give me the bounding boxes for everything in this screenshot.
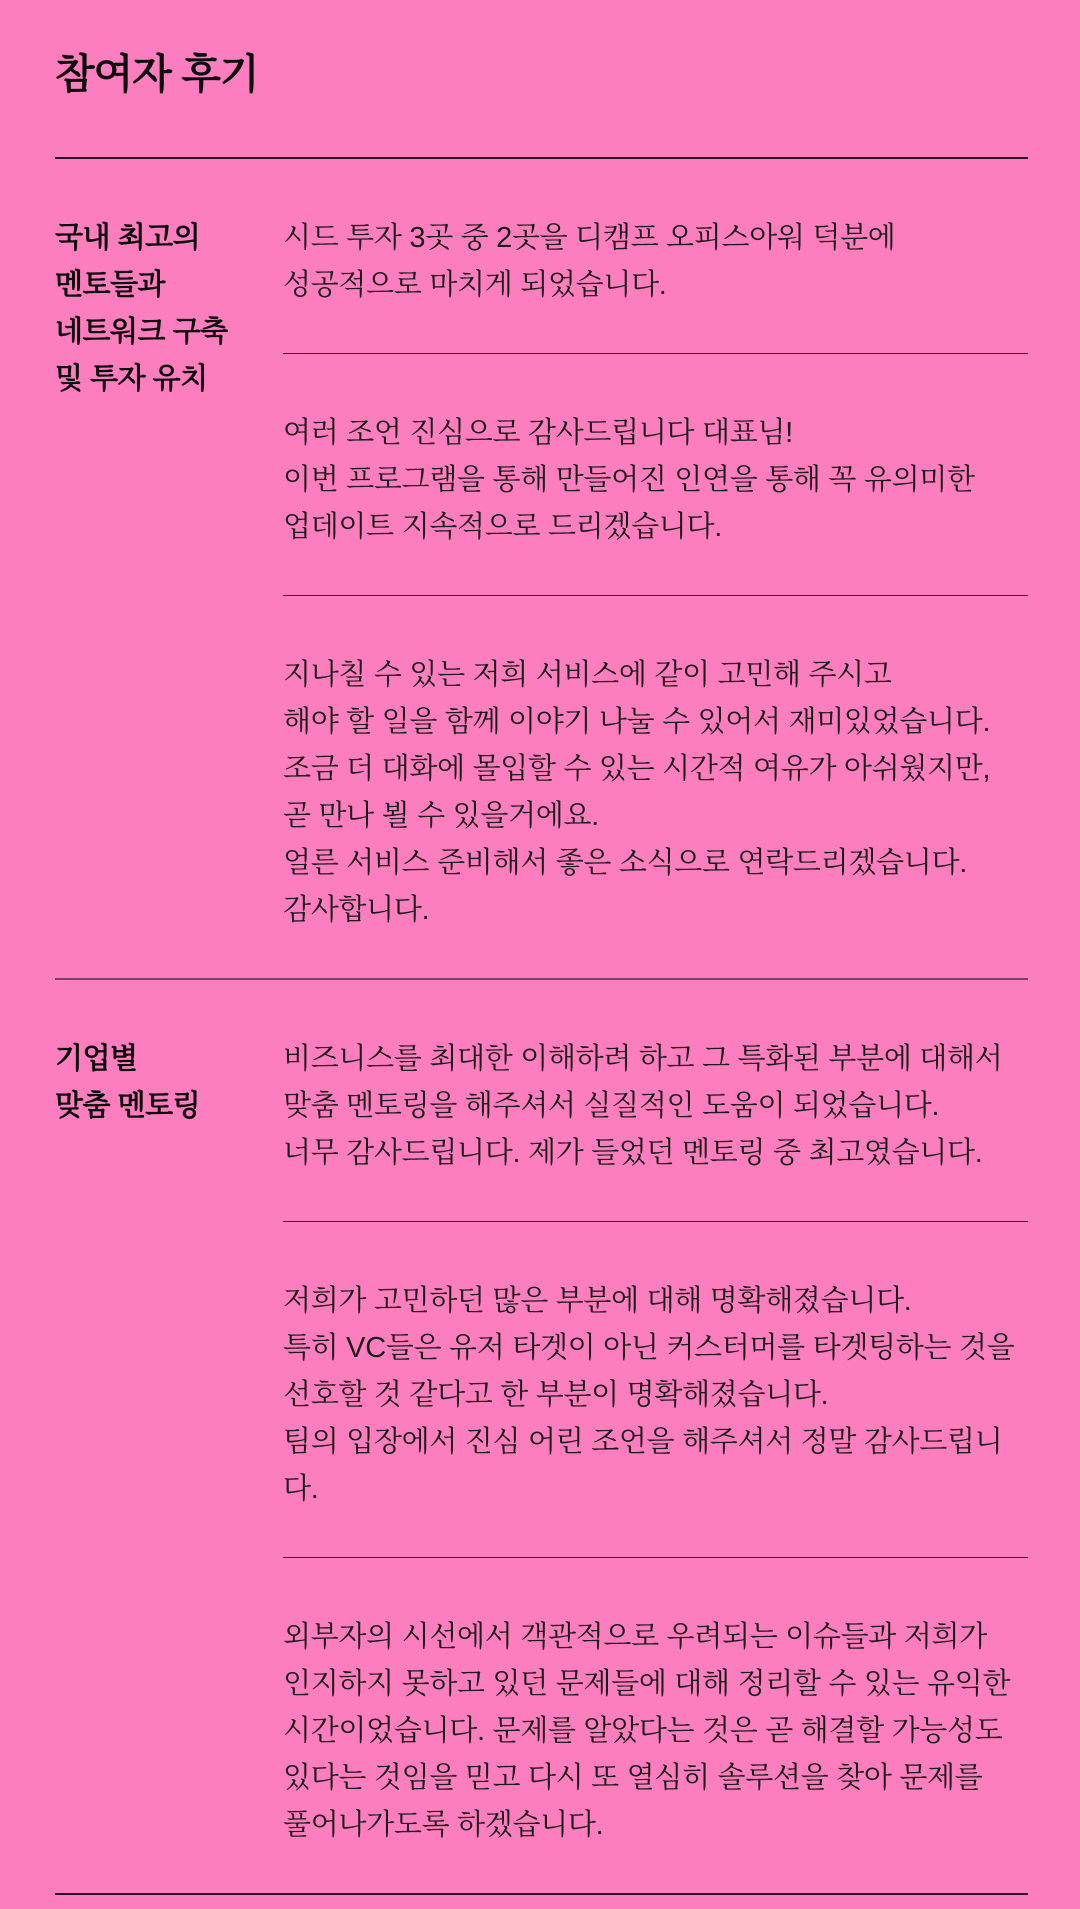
testimonial-line: 외부자의 시선에서 객관적으로 우려되는 이슈들과 저희가 xyxy=(283,1621,987,1653)
testimonial-line: 팀의 입장에서 진심 어린 조언을 해주셔서 정말 감사드립니다. xyxy=(283,1426,1003,1505)
testimonial-line: 얼른 서비스 준비해서 좋은 소식으로 연락드리겠습니다. xyxy=(283,847,967,879)
testimonial-quote xyxy=(283,410,1028,551)
testimonial-line: 조금 더 대화에 몰입할 수 있는 시간적 여유가 아쉬웠지만, xyxy=(283,753,991,785)
testimonial-line: 너무 감사드립니다. 제가 들었던 멘토링 중 최고였습니다. xyxy=(283,1137,983,1169)
testimonial-line: 해야 할 일을 함께 이야기 나눌 수 있어서 재미있었습니다. xyxy=(283,706,991,738)
testimonial-line: 저희가 고민하던 많은 부분에 대해 명확해졌습니다. xyxy=(283,1285,912,1317)
testimonial-line: 곧 만나 뵐 수 있을거에요. xyxy=(283,800,599,832)
section-content xyxy=(283,215,1028,934)
page-title: 참여자 후기 xyxy=(55,51,259,97)
section-label-line: 국내 최고의 xyxy=(55,222,201,254)
review-section xyxy=(55,159,1028,934)
section-label-line: 기업별 xyxy=(55,1043,138,1075)
testimonial-line: 감사합니다. xyxy=(283,894,430,926)
bottom-divider xyxy=(55,1893,1028,1895)
testimonial-quote xyxy=(283,1036,1028,1177)
section-label-line: 및 투자 유치 xyxy=(55,363,208,395)
testimonial-line: 여러 조언 진심으로 감사드립니다 대표님! xyxy=(283,417,793,449)
review-section xyxy=(55,980,1028,1849)
section-label-line: 멘토들과 xyxy=(55,269,166,301)
testimonial-line: 이번 프로그램을 통해 만들어진 인연을 통해 꼭 유의미한 xyxy=(283,464,975,496)
testimonial-line: 인지하지 못하고 있던 문제들에 대해 정리할 수 있는 유익한 xyxy=(283,1668,1011,1700)
section-label-line: 맞춤 멘토링 xyxy=(55,1090,201,1122)
section-content xyxy=(283,1036,1028,1849)
testimonial-quote xyxy=(283,652,1028,934)
testimonial-divider xyxy=(283,1557,1028,1558)
testimonial-line: 풀어나가도록 하겠습니다. xyxy=(283,1809,604,1841)
testimonial-divider xyxy=(283,1221,1028,1222)
testimonial-line: 선호할 것 같다고 한 부분이 명확해졌습니다. xyxy=(283,1379,829,1411)
testimonial-line: 업데이트 지속적으로 드리겠습니다. xyxy=(283,511,722,543)
review-sections xyxy=(55,159,1028,1849)
testimonial-line: 시간이었습니다. 문제를 알았다는 것은 곧 해결할 가능성도 xyxy=(283,1715,1003,1747)
testimonial-line: 특히 VC들은 유저 타겟이 아닌 커스터머를 타겟팅하는 것을 xyxy=(283,1332,1015,1364)
testimonial-quote xyxy=(283,215,1028,309)
testimonial-divider xyxy=(283,595,1028,596)
testimonial-line: 비즈니스를 최대한 이해하려 하고 그 특화된 부분에 대해서 xyxy=(283,1043,1003,1075)
testimonial-line: 있다는 것임을 믿고 다시 또 열심히 솔루션을 찾아 문제를 xyxy=(283,1762,983,1794)
testimonial-line: 시드 투자 3곳 중 2곳을 디캠프 오피스아워 덕분에 xyxy=(283,222,896,254)
section-label xyxy=(55,215,283,403)
testimonial-line: 지나칠 수 있는 저희 서비스에 같이 고민해 주시고 xyxy=(283,659,892,691)
testimonial-quote xyxy=(283,1278,1028,1513)
testimonial-divider xyxy=(283,353,1028,354)
section-label xyxy=(55,1036,283,1130)
testimonial-line: 성공적으로 마치게 되었습니다. xyxy=(283,269,667,301)
testimonial-quote xyxy=(283,1614,1028,1849)
testimonial-line: 맞춤 멘토링을 해주셔서 실질적인 도움이 되었습니다. xyxy=(283,1090,940,1122)
section-label-line: 네트워크 구축 xyxy=(55,316,228,348)
